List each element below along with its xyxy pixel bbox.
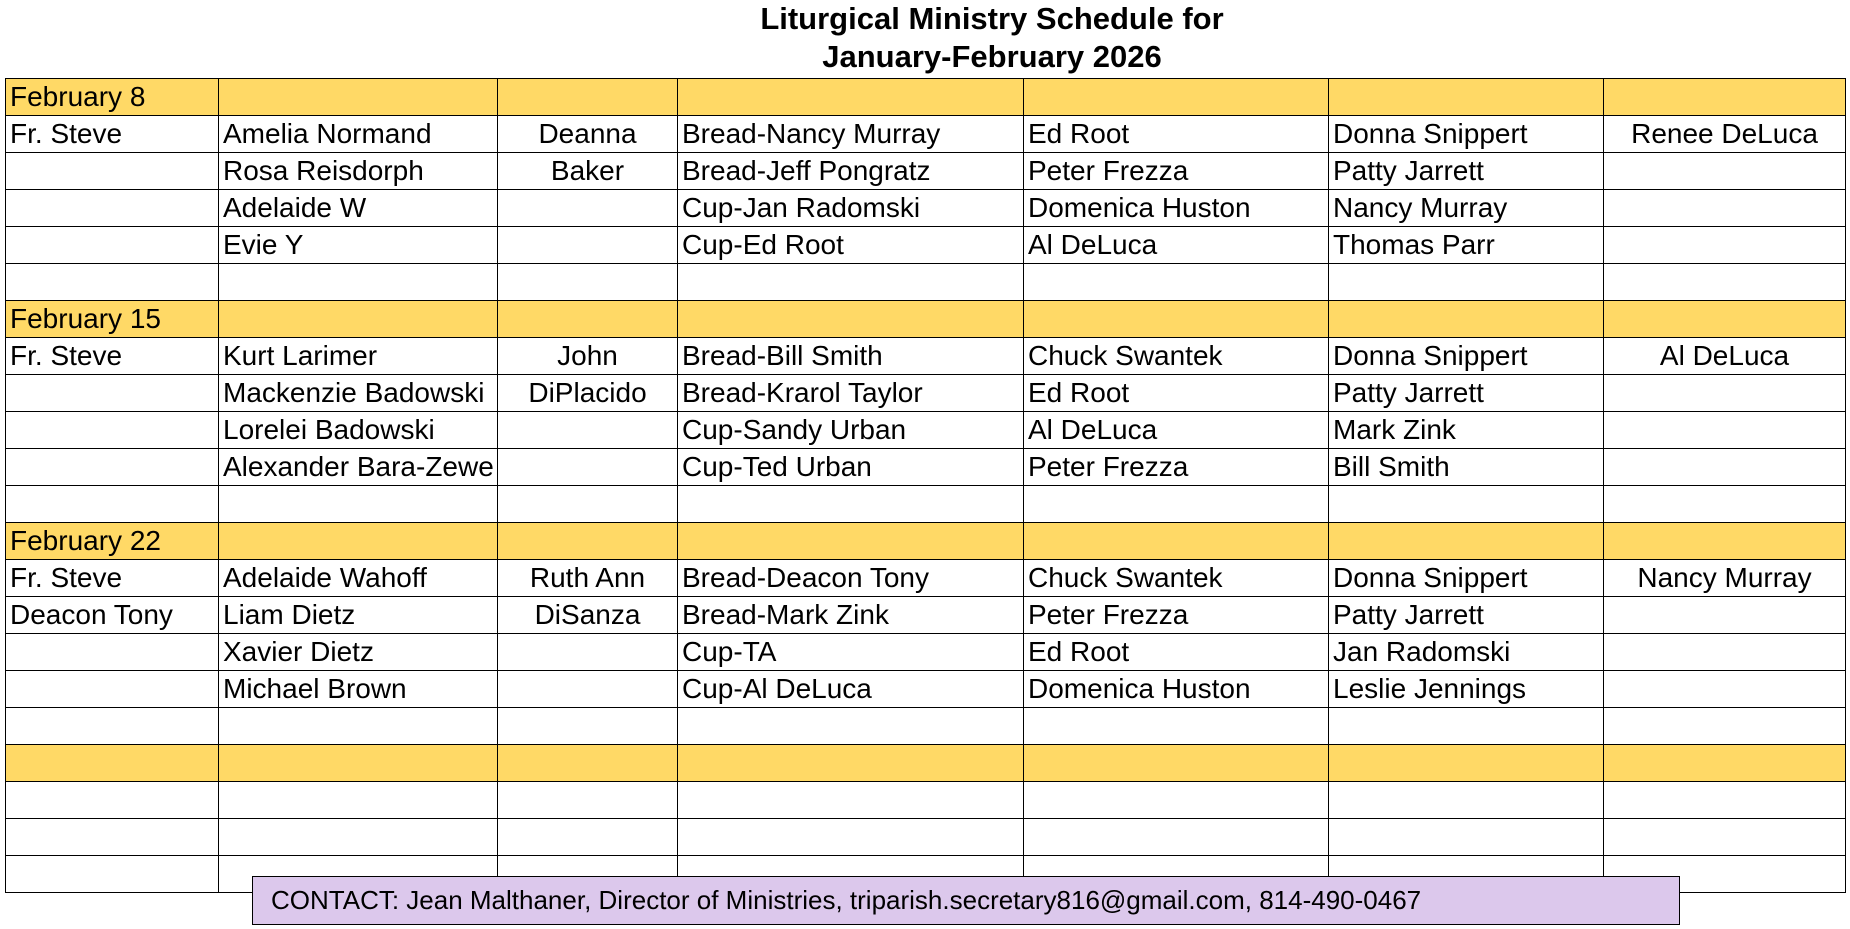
table-cell	[1604, 412, 1846, 449]
date-row-cell	[498, 523, 678, 560]
table-cell	[6, 375, 219, 412]
table-cell: Bread-Bill Smith	[678, 338, 1024, 375]
table-cell: Cup-Sandy Urban	[678, 412, 1024, 449]
table-cell	[1604, 671, 1846, 708]
table-cell: Bread-Krarol Taylor	[678, 375, 1024, 412]
table-cell: John	[498, 338, 678, 375]
date-row-cell	[1604, 745, 1846, 782]
date-row-cell	[219, 523, 498, 560]
table-cell	[6, 634, 219, 671]
table-cell	[6, 856, 219, 893]
table-cell: Patty Jarrett	[1329, 375, 1604, 412]
table-row	[6, 264, 1846, 301]
date-row-cell	[1024, 79, 1329, 116]
table-cell	[219, 782, 498, 819]
date-row-cell	[498, 301, 678, 338]
table-cell: Domenica Huston	[1024, 190, 1329, 227]
date-row-cell	[1604, 79, 1846, 116]
table-cell: Patty Jarrett	[1329, 597, 1604, 634]
table-cell	[678, 708, 1024, 745]
date-row-cell	[1329, 301, 1604, 338]
table-cell: Fr. Steve	[6, 560, 219, 597]
table-row	[6, 671, 1846, 708]
table-cell: Michael Brown	[219, 671, 498, 708]
table-cell	[678, 782, 1024, 819]
table-cell	[498, 449, 678, 486]
table-cell: Peter Frezza	[1024, 153, 1329, 190]
table-cell: Adelaide Wahoff	[219, 560, 498, 597]
table-cell	[6, 782, 219, 819]
table-cell: Bread-Jeff Pongratz	[678, 153, 1024, 190]
table-cell	[498, 190, 678, 227]
table-cell	[1024, 486, 1329, 523]
date-row-cell	[1024, 523, 1329, 560]
week-date-row	[6, 523, 1846, 560]
table-cell: Fr. Steve	[6, 338, 219, 375]
table-cell	[1604, 597, 1846, 634]
table-cell	[6, 671, 219, 708]
table-cell	[6, 486, 219, 523]
week-date: February 15	[6, 301, 219, 338]
date-row-cell	[1604, 301, 1846, 338]
table-cell: Liam Dietz	[219, 597, 498, 634]
table-cell: Nancy Murray	[1604, 560, 1846, 597]
table-cell	[1604, 264, 1846, 301]
table-cell: Domenica Huston	[1024, 671, 1329, 708]
table-cell: Alexander Bara-Zewe	[219, 449, 498, 486]
week-date	[6, 745, 219, 782]
table-cell	[6, 819, 219, 856]
table-cell	[1024, 264, 1329, 301]
table-cell: Fr. Steve	[6, 116, 219, 153]
table-cell	[1604, 708, 1846, 745]
table-row	[6, 708, 1846, 745]
table-row	[6, 634, 1846, 671]
table-cell: Deacon Tony	[6, 597, 219, 634]
table-cell: Nancy Murray	[1329, 190, 1604, 227]
contact-info: CONTACT: Jean Malthaner, Director of Ministries, triparish.secretary816@gmail.com, 814-490-0467	[252, 876, 1680, 925]
page-title-line-1: Liturgical Ministry Schedule for	[760, 1, 1224, 36]
table-cell	[678, 264, 1024, 301]
table-cell	[1024, 708, 1329, 745]
table-cell	[1604, 449, 1846, 486]
table-cell: Kurt Larimer	[219, 338, 498, 375]
table-row	[6, 153, 1846, 190]
table-cell	[498, 227, 678, 264]
table-cell	[1604, 227, 1846, 264]
table-cell	[498, 819, 678, 856]
table-cell: Cup-TA	[678, 634, 1024, 671]
table-cell	[219, 486, 498, 523]
table-cell: Cup-Al DeLuca	[678, 671, 1024, 708]
table-cell	[678, 819, 1024, 856]
table-cell: Bread-Deacon Tony	[678, 560, 1024, 597]
table-cell	[6, 449, 219, 486]
table-cell: DiSanza	[498, 597, 678, 634]
table-cell	[6, 190, 219, 227]
date-row-cell	[498, 745, 678, 782]
table-cell	[1329, 708, 1604, 745]
date-row-cell	[1329, 79, 1604, 116]
table-cell: Donna Snippert	[1329, 338, 1604, 375]
table-cell: Bill Smith	[1329, 449, 1604, 486]
table-cell: Donna Snippert	[1329, 116, 1604, 153]
table-cell	[1604, 153, 1846, 190]
table-cell	[1604, 819, 1846, 856]
table-cell	[6, 153, 219, 190]
table-cell	[678, 486, 1024, 523]
table-cell	[1024, 782, 1329, 819]
table-cell: Chuck Swantek	[1024, 560, 1329, 597]
table-row	[6, 412, 1846, 449]
table-cell	[219, 708, 498, 745]
table-cell	[219, 819, 498, 856]
table-cell	[1329, 486, 1604, 523]
table-cell: Mackenzie Badowski	[219, 375, 498, 412]
table-cell: Deanna	[498, 116, 678, 153]
table-cell: Ed Root	[1024, 116, 1329, 153]
table-cell: Xavier Dietz	[219, 634, 498, 671]
table-cell: Baker	[498, 153, 678, 190]
table-cell	[498, 708, 678, 745]
date-row-cell	[678, 301, 1024, 338]
table-cell	[6, 227, 219, 264]
week-date: February 8	[6, 79, 219, 116]
table-cell	[1329, 782, 1604, 819]
table-cell: Leslie Jennings	[1329, 671, 1604, 708]
table-row	[6, 560, 1846, 597]
table-cell	[1604, 634, 1846, 671]
table-cell: Ed Root	[1024, 375, 1329, 412]
date-row-cell	[219, 301, 498, 338]
table-cell: Renee DeLuca	[1604, 116, 1846, 153]
table-cell: Adelaide W	[219, 190, 498, 227]
table-row	[6, 375, 1846, 412]
table-row	[6, 227, 1846, 264]
table-row	[6, 782, 1846, 819]
table-cell: Cup-Jan Radomski	[678, 190, 1024, 227]
page-title-line-2: January-February 2026	[822, 39, 1162, 74]
table-cell: Evie Y	[219, 227, 498, 264]
table-cell: Bread-Mark Zink	[678, 597, 1024, 634]
date-row-cell	[1329, 523, 1604, 560]
date-row-cell	[678, 523, 1024, 560]
table-cell: Al DeLuca	[1604, 338, 1846, 375]
table-cell: Bread-Nancy Murray	[678, 116, 1024, 153]
table-cell	[6, 412, 219, 449]
table-cell: Al DeLuca	[1024, 412, 1329, 449]
table-cell	[1604, 782, 1846, 819]
table-cell: Patty Jarrett	[1329, 153, 1604, 190]
table-cell: Cup-Ted Urban	[678, 449, 1024, 486]
table-cell	[1604, 375, 1846, 412]
table-cell: Thomas Parr	[1329, 227, 1604, 264]
table-row	[6, 116, 1846, 153]
table-cell	[219, 264, 498, 301]
table-cell: Ruth Ann	[498, 560, 678, 597]
date-row-cell	[678, 79, 1024, 116]
table-cell	[1329, 264, 1604, 301]
table-cell	[498, 671, 678, 708]
table-cell: Peter Frezza	[1024, 597, 1329, 634]
table-cell: Jan Radomski	[1329, 634, 1604, 671]
table-cell	[1329, 819, 1604, 856]
table-cell: Mark Zink	[1329, 412, 1604, 449]
date-row-cell	[678, 745, 1024, 782]
table-row	[6, 597, 1846, 634]
table-cell: Chuck Swantek	[1024, 338, 1329, 375]
table-cell: Al DeLuca	[1024, 227, 1329, 264]
table-cell: Cup-Ed Root	[678, 227, 1024, 264]
week-date-row	[6, 745, 1846, 782]
table-cell	[1604, 190, 1846, 227]
table-row	[6, 190, 1846, 227]
table-cell	[498, 412, 678, 449]
week-date: February 22	[6, 523, 219, 560]
table-cell: Lorelei Badowski	[219, 412, 498, 449]
table-cell	[6, 264, 219, 301]
table-cell	[498, 782, 678, 819]
table-cell	[6, 708, 219, 745]
date-row-cell	[1024, 745, 1329, 782]
table-cell	[1604, 486, 1846, 523]
table-cell: DiPlacido	[498, 375, 678, 412]
table-cell	[498, 264, 678, 301]
table-row	[6, 486, 1846, 523]
date-row-cell	[1604, 523, 1846, 560]
date-row-cell	[219, 79, 498, 116]
table-cell	[1024, 819, 1329, 856]
date-row-cell	[498, 79, 678, 116]
table-cell: Donna Snippert	[1329, 560, 1604, 597]
week-date-row	[6, 301, 1846, 338]
table-cell	[498, 486, 678, 523]
table-row	[6, 338, 1846, 375]
date-row-cell	[1329, 745, 1604, 782]
table-cell: Amelia Normand	[219, 116, 498, 153]
table-row	[6, 819, 1846, 856]
date-row-cell	[1024, 301, 1329, 338]
table-cell: Peter Frezza	[1024, 449, 1329, 486]
table-cell: Ed Root	[1024, 634, 1329, 671]
date-row-cell	[219, 745, 498, 782]
table-cell	[498, 634, 678, 671]
week-date-row	[6, 79, 1846, 116]
schedule-table	[5, 78, 1846, 893]
table-row	[6, 449, 1846, 486]
table-cell: Rosa Reisdorph	[219, 153, 498, 190]
